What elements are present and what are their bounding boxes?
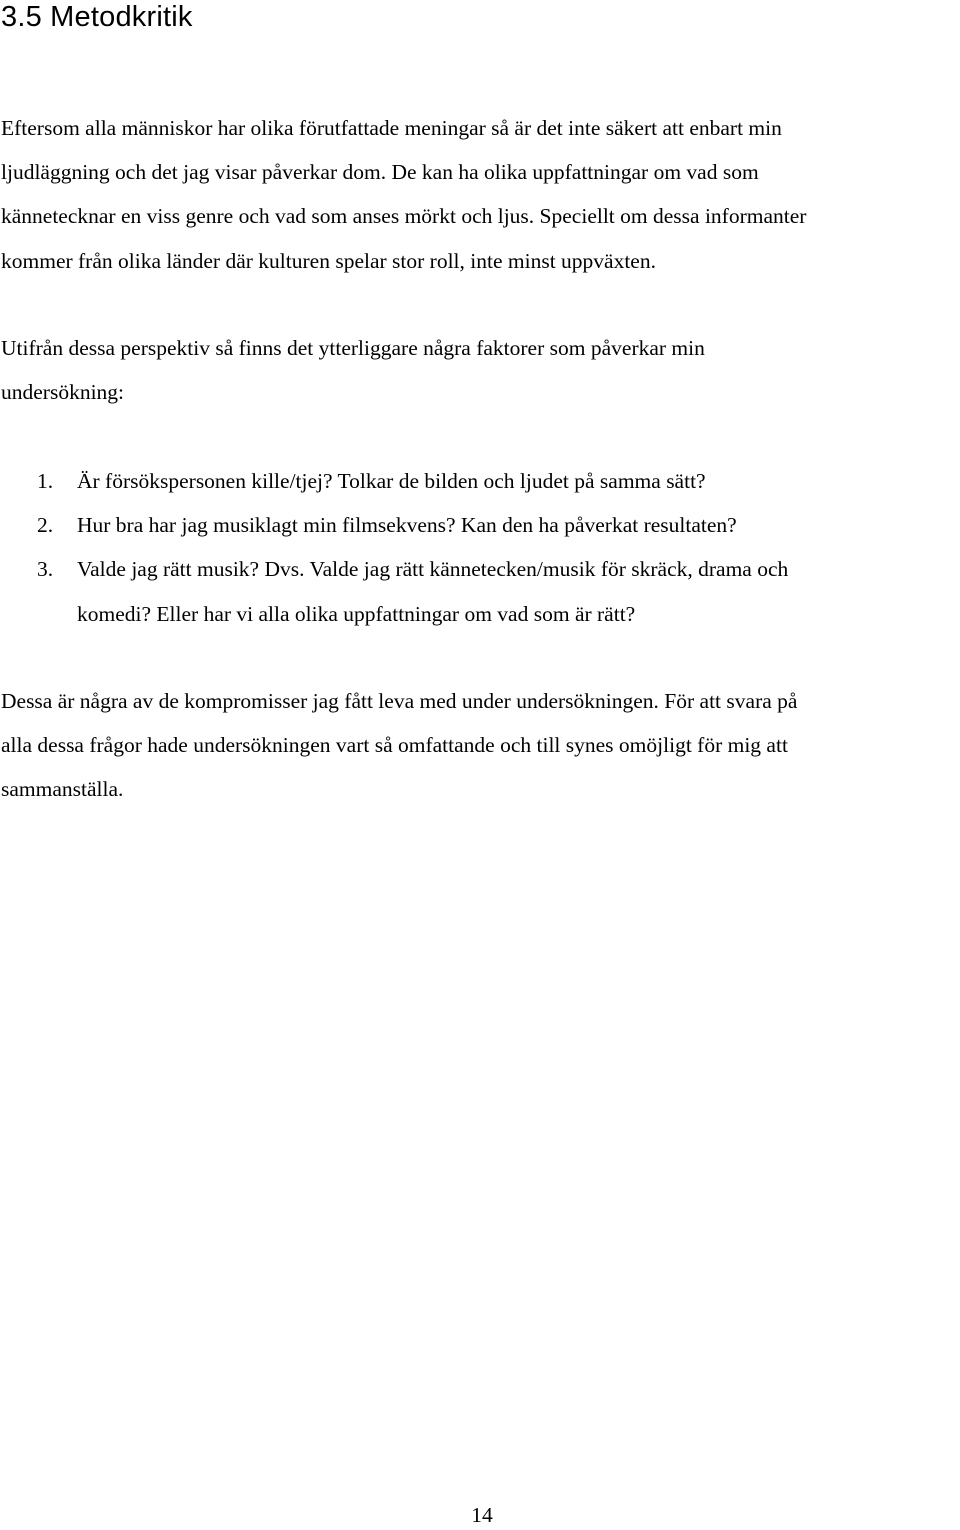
paragraph-line: kommer från olika länder där kulturen spelar stor roll, inte minst uppväxten. xyxy=(1,248,656,273)
section-heading: 3.5 Metodkritik xyxy=(1,1,193,33)
paragraph-line: kännetecknar en viss genre och vad som anses mörkt och ljus. Speciellt om dessa informanter xyxy=(1,204,807,229)
list-item-number: 1. xyxy=(37,469,54,493)
paragraph-perspective xyxy=(1,326,956,414)
paragraph-line: alla dessa frågor hade undersökningen vart så omfattande och till synes omöjligt för mig att xyxy=(1,733,788,758)
paragraph-intro xyxy=(1,106,956,283)
paragraph-line: sammanställa. xyxy=(1,777,124,802)
list-item xyxy=(0,503,955,547)
list-item-text: Valde jag rätt musik? Dvs. Valde jag rätt kännetecken/musik för skräck, drama och xyxy=(77,557,789,582)
list-item-text: komedi? Eller har vi alla olika uppfattningar om vad som är rätt? xyxy=(77,601,636,626)
list-item-text: Hur bra har jag musiklagt min filmsekvens? Kan den ha påverkat resultaten? xyxy=(77,513,737,538)
paragraph-line: Utifrån dessa perspektiv så finns det ytterliggare några faktorer som påverkar min xyxy=(1,336,705,360)
paragraph-line: ljudläggning och det jag visar påverkar dom. De kan ha olika uppfattningar om vad som xyxy=(1,160,759,185)
list-item xyxy=(0,459,955,503)
page-number: 14 xyxy=(471,1503,493,1527)
numbered-question-list xyxy=(0,459,955,636)
list-item-text: Är försökspersonen kille/tjej? Tolkar de bilden och ljudet på samma sätt? xyxy=(77,469,706,493)
paragraph-line: Eftersom alla människor har olika förutfattade meningar så är det inte säkert att enbart min xyxy=(1,116,782,140)
list-item-number: 2. xyxy=(37,513,54,538)
paragraph-conclusion xyxy=(1,679,956,812)
list-item xyxy=(0,547,955,635)
paragraph-line: undersökning: xyxy=(1,380,125,405)
list-item-number: 3. xyxy=(37,557,54,582)
paragraph-line: Dessa är några av de kompromisser jag fått leva med under undersökningen. För att svara på xyxy=(1,689,798,713)
